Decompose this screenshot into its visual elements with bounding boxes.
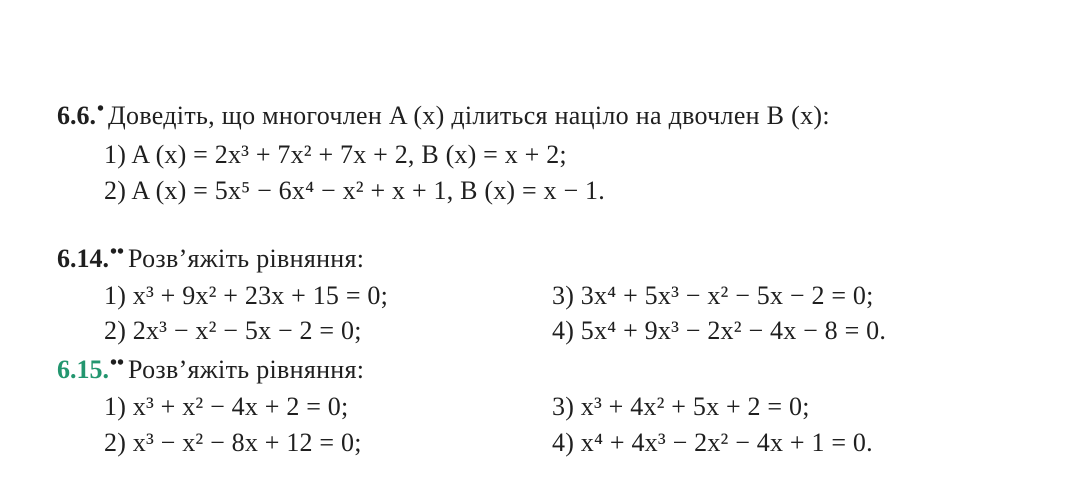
problem-statement: Доведіть, що многочлен A (x) ділиться націло на двочлен B (x): bbox=[108, 101, 830, 130]
problem-6-15-item-3: 3) x³ + 4x² + 5x + 2 = 0; bbox=[552, 392, 810, 421]
problem-6-6-item-2: 2) A (x) = 5x⁵ − 6x⁴ − x² + x + 1, B (x) = x − 1. bbox=[104, 176, 605, 205]
difficulty-marker: • bbox=[97, 98, 105, 120]
problem-number: 6.14. bbox=[57, 244, 109, 273]
problem-6-15-item-2: 2) x³ − x² − 8x + 12 = 0; bbox=[104, 428, 362, 457]
problem-statement: Розв’яжіть рівняння: bbox=[128, 355, 365, 384]
problem-6-15-item-4: 4) x⁴ + 4x³ − 2x² − 4x + 1 = 0. bbox=[552, 428, 873, 457]
difficulty-marker: •• bbox=[110, 352, 125, 374]
problem-6-14-heading bbox=[57, 241, 365, 276]
problem-6-6-heading bbox=[57, 98, 830, 133]
problem-6-14-item-1: 1) x³ + 9x² + 23x + 15 = 0; bbox=[104, 281, 389, 310]
problem-statement: Розв’яжіть рівняння: bbox=[128, 244, 365, 273]
problem-6-14-item-4: 4) 5x⁴ + 9x³ − 2x² − 4x − 8 = 0. bbox=[552, 316, 887, 345]
problem-number: 6.6. bbox=[57, 101, 96, 130]
problem-6-14-item-3: 3) 3x⁴ + 5x³ − x² − 5x − 2 = 0; bbox=[552, 281, 874, 310]
problem-6-15-item-1: 1) x³ + x² − 4x + 2 = 0; bbox=[104, 392, 349, 421]
problem-number: 6.15. bbox=[57, 355, 109, 384]
problem-6-6-item-1: 1) A (x) = 2x³ + 7x² + 7x + 2, B (x) = x + 2; bbox=[104, 140, 567, 169]
difficulty-marker: •• bbox=[110, 241, 125, 263]
problem-6-15-heading bbox=[57, 352, 365, 387]
problem-6-14-item-2: 2) 2x³ − x² − 5x − 2 = 0; bbox=[104, 316, 362, 345]
